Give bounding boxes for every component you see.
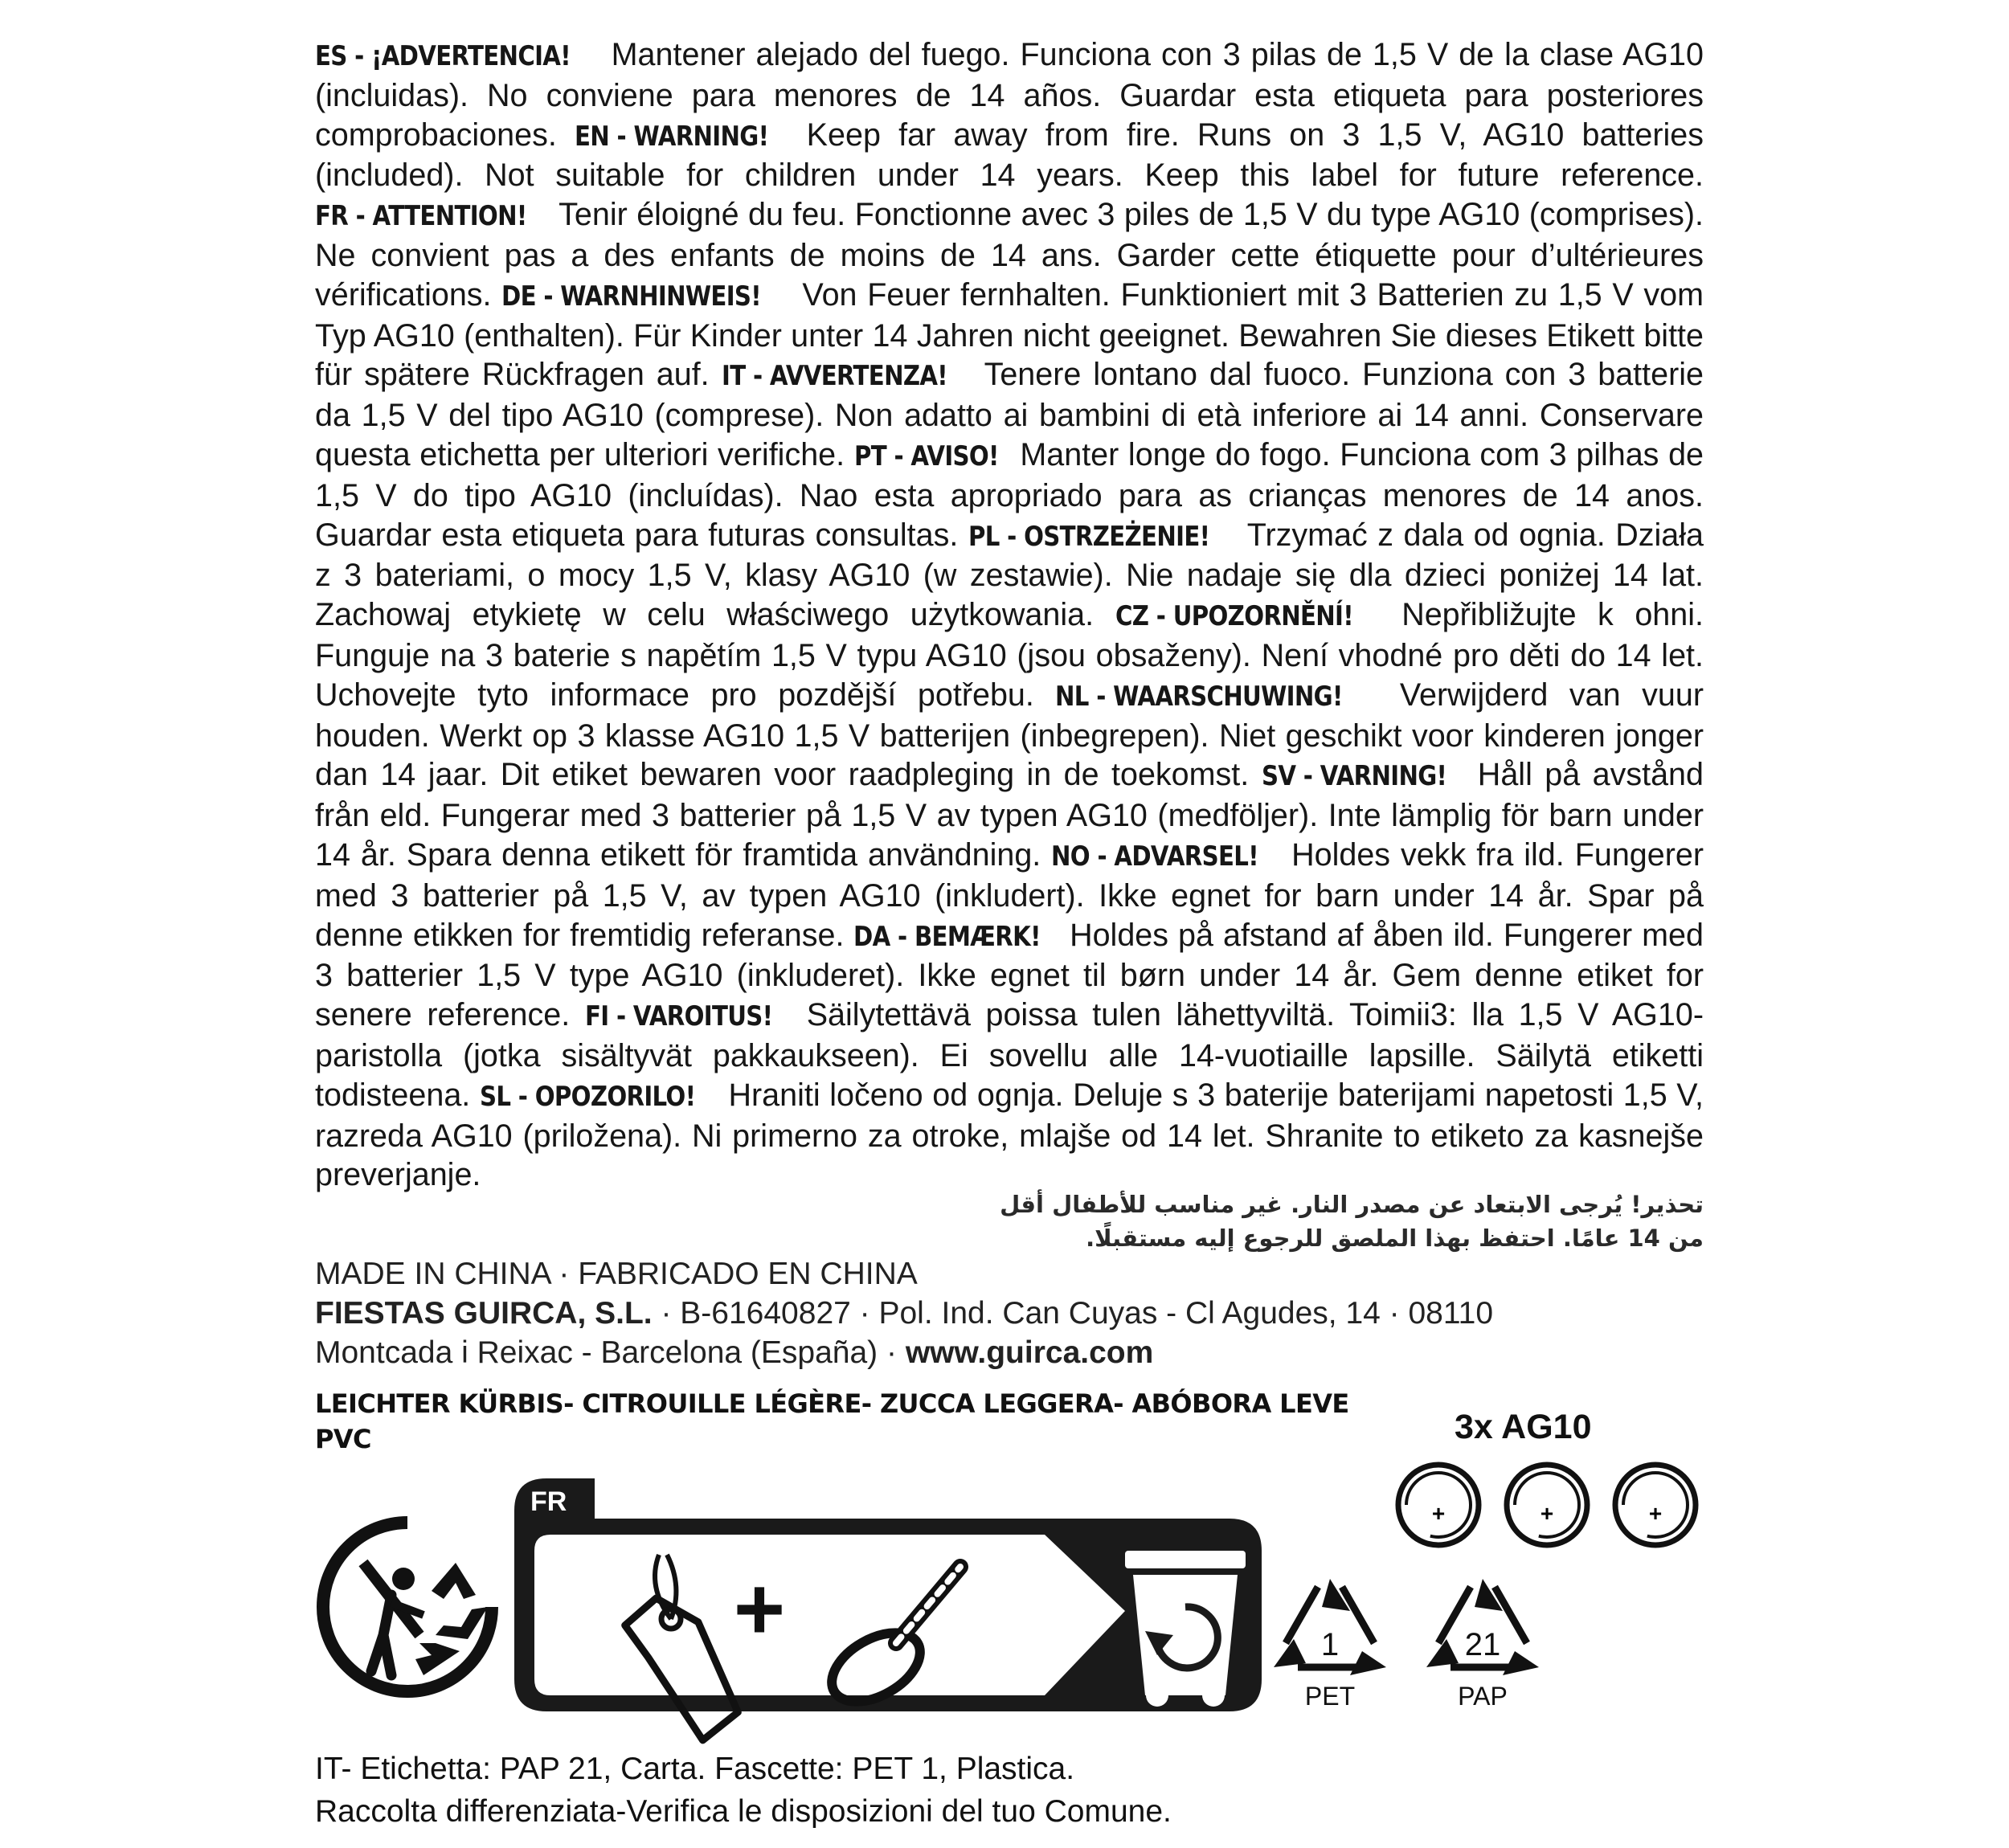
warning-heading: DE - WARNHINWEIS!: [501, 280, 762, 313]
warning-text: Manter longe do fogo. Funciona com 3 pilhas de 1,5 V do tipo AG10 (incluídas). Nao esta apropriado para as crianças menores de 14 anos. Guardar esta etiqueta para futuras consultas.: [315, 436, 1704, 553]
company-details: · B-61640827 · Pol. Ind. Can Cuyas - Cl Agudes, 14 · 08110: [652, 1296, 1494, 1331]
triman-icon: [315, 1515, 500, 1699]
warning-text: Mantener alejado del fuego. Funciona con 3 pilas de 1,5 V de la clase AG10 (incluidas). No conviene para menores de 14 años. Guardar esta etiqueta para posteriores comprobaciones.: [315, 37, 1704, 153]
company-address-line: [315, 1335, 1153, 1371]
italian-disposal-note: [315, 1748, 1172, 1833]
arabic-line-2: من 14 عامًا. احتفظ بهذا الملصق للرجوع إليه مستقبلًا.: [1086, 1225, 1704, 1252]
pap-number: 21: [1464, 1627, 1501, 1662]
warning-heading: EN - WARNING!: [574, 120, 769, 153]
company-line: [315, 1296, 1493, 1331]
warning-text: Von Feuer fernhalten. Funktioniert mit 3 Batterien zu 1,5 V vom Typ AG10 (enthalten). Für Kinder unter 14 Jahren nicht geeignet. Bewahren Sie dieses Etikett bitte für spätere Rückfragen auf.: [315, 276, 1704, 393]
warning-heading: IT - AVVERTENZA!: [721, 360, 947, 393]
made-in-text: MADE IN CHINA · FABRICADO EN CHINA: [315, 1257, 918, 1291]
plus-icon: +: [733, 1560, 786, 1658]
pet-recycling-icon: [1262, 1575, 1398, 1711]
warning-heading: FR - ATTENTION!: [315, 200, 527, 233]
warning-text: Verwijderd van vuur houden. Werkt op 3 klasse AG10 1,5 V batterijen (inbegrepen). Niet geschikt voor kinderen jonger dan 14 jaar. Dit etiket bewaren voor raadpleging in de toekomst.: [315, 677, 1704, 793]
battery-plus-label: +: [1431, 1501, 1446, 1526]
italian-note-line-2: Raccolta differenziata-Verifica le disposizioni del tuo Comune.: [315, 1794, 1172, 1829]
battery-icon: [1507, 1465, 1587, 1545]
pet-label: PET: [1304, 1682, 1356, 1711]
warning-text: Trzymać z dala od ognia. Działa z 3 bateriami, o mocy 1,5 V, klasy AG10 (w zestawie). Nie nadaje się dla dzieci poniżej 14 lat. Zachowaj etykietę w celu właściwego użytkowania.: [315, 517, 1704, 633]
warning-text: Holdes vekk fra ild. Fungerer med 3 batterier på 1,5 V, av typen AG10 (inkludert). Ikke egnet for barn under 14 år. Spar på denne etikken for fremtidig referanse.: [315, 836, 1704, 953]
product-name-list: LEICHTER KÜRBIS- CITROUILLE LÉGÈRE- ZUCCA LEGGERA- ABÓBORA LEVE: [315, 1388, 1349, 1419]
country-tab-label: FR: [530, 1486, 567, 1517]
warning-heading: PT - AVISO!: [853, 440, 999, 472]
warning-heading: SV - VARNING!: [1261, 760, 1446, 793]
warning-heading: ES - ¡ADVERTENCIA!: [315, 40, 571, 72]
battery-plus-label: +: [1648, 1501, 1663, 1526]
battery-icon: [1398, 1465, 1479, 1545]
battery-icons: [1394, 1458, 1700, 1555]
warning-text: Tenir éloigné du feu. Fonctionne avec 3 piles de 1,5 V du type AG10 (comprises). Ne convient pas a des enfants de moins de 14 ans. Garder cette étiquette pour d’ultérieures vérifications.: [315, 197, 1704, 313]
warning-heading: SL - OPOZORILO!: [479, 1080, 696, 1113]
warning-text: Håll på avstånd från eld. Fungerar med 3 batterier på 1,5 V av typen AG10 (medföljer). Inte lämplig för barn under 14 år. Spara denna etikett för framtida användning.: [315, 757, 1704, 873]
arabic-warning: [980, 1188, 1704, 1255]
warning-text: Tenere lontano dal fuoco. Funziona con 3 batterie da 1,5 V del tipo AG10 (comprese). Non adatto ai bambini di età inferiore ai 14 anni. Conservare questa etichetta per ulteriori verifiche.: [315, 357, 1704, 472]
warning-segment: [315, 1077, 1704, 1193]
arabic-line-1: تحذير! يُرجى الابتعاد عن مصدر النار. غير مناسب للأطفال أقل: [1000, 1191, 1704, 1218]
italian-note-line-1: IT- Etichetta: PAP 21, Carta. Fascette: PET 1, Plastica.: [315, 1752, 1075, 1786]
company-city: Montcada i Reixac - Barcelona (España) ·: [315, 1335, 906, 1370]
pap-label: PAP: [1458, 1682, 1508, 1711]
battery-icon: [1615, 1465, 1696, 1545]
warnings-paragraph: [315, 35, 1704, 1195]
pap-recycling-icon: [1414, 1575, 1551, 1711]
warning-heading: CZ - UPOZORNĚNÍ!: [1115, 600, 1353, 633]
warning-text: Keep far away from fire. Runs on 3 1,5 V, AG10 batteries (included). Not suitable for children under 14 years. Keep this label for future reference.: [315, 117, 1704, 194]
warning-heading: PL - OSTRZEŻENIE!: [968, 520, 1210, 553]
company-name: FIESTAS GUIRCA, S.L.: [315, 1296, 653, 1331]
warning-text: Säilytettävä poissa tulen lähettyviltä. Toimii3: lla 1,5 V AG10-paristolla (jotka sisältyvät pakkaukseen). Ei sovellu alle 14-vuotiaille lapsille. Säilytä etiketti todisteena.: [315, 997, 1704, 1113]
warning-text: Holdes på afstand af åben ild. Fungerer med 3 batterier 1,5 V type AG10 (inkluderet). Ikke egnet til børn under 14 år. Gem denne etiket for senere reference.: [315, 917, 1704, 1033]
warning-heading: NO - ADVARSEL!: [1051, 840, 1259, 873]
company-website: www.guirca.com: [905, 1335, 1154, 1370]
warning-heading: FI - VAROITUS!: [584, 1000, 773, 1033]
battery-label: 3x AG10: [1455, 1408, 1592, 1446]
warning-text: Hraniti ločeno od ognja. Deluje s 3 baterije baterijami napetosti 1,5 V, razreda AG10 (priložena). Ni primerno za otroke, mlajše od 14 let. Shranite to etiketo za kasnejše preverjanje.: [315, 1077, 1704, 1193]
warning-text: Nepřibližujte k ohni. Funguje na 3 baterie s napětím 1,5 V typu AG10 (jsou obsaženy). Není vhodné pro děti do 14 let. Uchovejte tyto informace pro pozdější potřebu.: [315, 597, 1704, 713]
warning-heading: NL - WAARSCHUWING!: [1055, 680, 1344, 713]
product-names: [315, 1386, 1349, 1457]
sorting-panel: [514, 1478, 1262, 1711]
battery-plus-label: +: [1540, 1501, 1554, 1526]
warning-heading: DA - BEMÆRK!: [853, 920, 1041, 953]
product-material: PVC: [315, 1424, 371, 1454]
pet-number: 1: [1320, 1627, 1340, 1662]
